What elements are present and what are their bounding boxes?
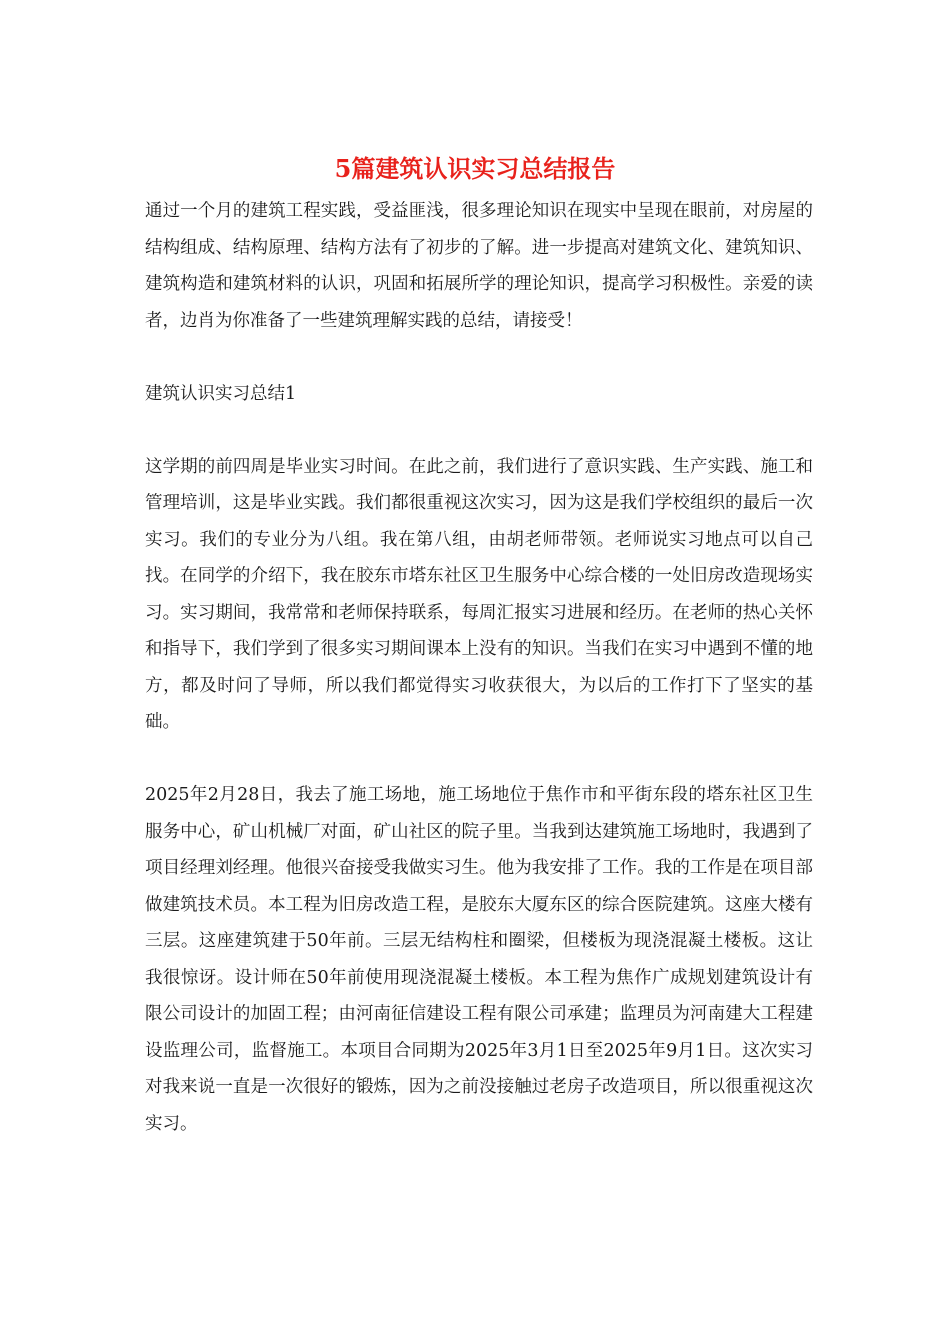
intro-paragraph: 通过一个月的建筑工程实践，受益匪浅，很多理论知识在现实中呈现在眼前，对房屋的结构组成、结构原理、结构方法有了初步的了解。进一步提高对建筑文化、建筑知识、建筑构造和建筑材料的认识，巩固和拓展所学的理论知识，提高学习积极性。亲爱的读者，边肖为你准备了一些建筑理解实践的总结，请接受！ — [145, 201, 813, 331]
body-paragraph-2: 2025年2月28日，我去了施工场地，施工场地位于焦作市和平街东段的塔东社区卫生服务中心，矿山机械厂对面，矿山社区的院子里。当我到达建筑施工场地时，我遇到了项目经理刘经理。他很兴奋接受我做实习生。他为我安排了工作。我的工作是在项目部做建筑技术员。本工程为旧房改造工程，是胶东大厦东区的综合医院建筑。这座大楼有三层。这座建筑建于50年前。三层无结构柱和圈梁，但楼板为现浇混凝土楼板。这让我很惊讶。设计师在50年前使用现浇混凝土楼板。本工程为焦作广成规划建筑设计有限公司设计的加固工程；由河南征信建设工程有限公司承建；监理员为河南建大工程建设监理公司，监督施工。本项目合同期为2025年3月1日至2025年9月1日。这次实习对我来说一直是一次很好的锻炼，因为之前没接触过老房子改造项目，所以很重视这次实习。 — [145, 785, 813, 1134]
paragraph-spacer — [145, 741, 813, 778]
document-body — [145, 193, 813, 1142]
body-paragraph-1: 这学期的前四周是毕业实习时间。在此之前，我们进行了意识实践、生产实践、施工和管理培训，这是毕业实践。我们都很重视这次实习，因为这是我们学校组织的最后一次实习。我们的专业分为八组。我在第八组，由胡老师带领。老师说实习地点可以自己找。在同学的介绍下，我在胶东市塔东社区卫生服务中心综合楼的一处旧房改造现场实习。实习期间，我常常和老师保持联系，每周汇报实习进展和经历。在老师的热心关怀和指导下，我们学到了很多实习期间课本上没有的知识。当我们在实习中遇到不懂的地方，都及时问了导师，所以我们都觉得实习收获很大，为以后的工作打下了坚实的基础。 — [145, 456, 813, 732]
paragraph-spacer — [145, 339, 813, 376]
paragraph-spacer — [145, 412, 813, 449]
document-title: 5篇建筑认识实习总结报告 — [334, 154, 616, 183]
section-heading: 建筑认识实习总结1 — [145, 383, 297, 404]
